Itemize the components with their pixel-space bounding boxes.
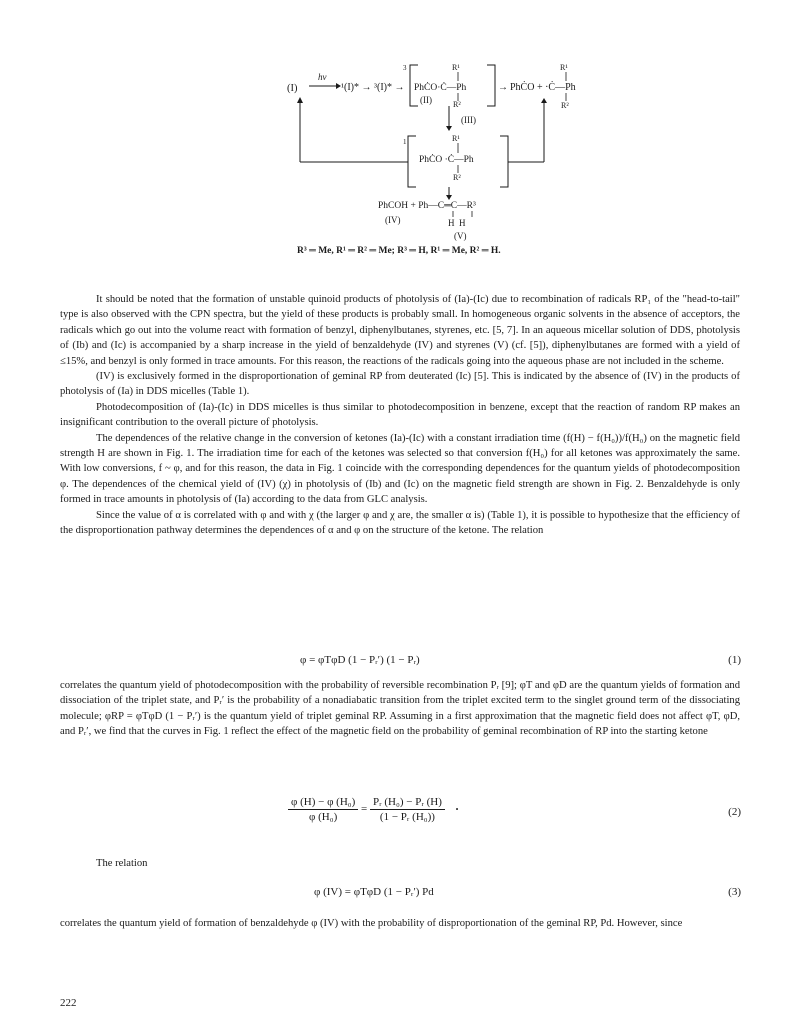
eq2-lhs-fraction	[288, 796, 358, 823]
triplet-bottom-substituent: R²	[453, 100, 461, 109]
text-block-2	[60, 678, 740, 740]
right-bottom-substituent: R²	[561, 101, 569, 110]
eq2-rhs-denominator: (1 − Pᵣ (H₀))	[379, 811, 435, 823]
label-III: (III)	[461, 115, 476, 125]
eq2-lhs-numerator: φ (H) − φ (H₀)	[288, 796, 358, 810]
paragraph-4: The dependences of the relative change in the conversion of ketones (Ia)-(Ic) with a constant irradiation time (f(H) − f(H₀))/f(H₀) on the magnetic field strength H are shown in Fig. 1. The irradiation time for each of the ketones was selected so that conversion f(H₀) for all ketones was approximately the same. With low conversions, f ~ φ, and for this reason, the data in Fig. 1 coincide with the corresponding dependences for the quantum yields of photodecomposition φ. The dependences of the chemical yield of (IV) (χ) in photolysis of (Ib) and (Ic) on the magnetic field strength are shown in Fig. 2. Benzaldehyde is only formed in trace amounts in photolysis of (Ia) according to the data from GLC analysis.	[60, 432, 740, 506]
disproportionation-arrowhead	[446, 195, 452, 200]
text-block-1	[60, 292, 740, 539]
equation-2-number: (2)	[728, 806, 741, 818]
triplet-radical-pair: PhĊO·Ċ—Ph	[414, 83, 467, 93]
scheme-arrow-right: →	[498, 82, 508, 93]
disproportionation-products: PhCOH + Ph—C═C—R³	[378, 201, 476, 211]
equation-2	[288, 796, 458, 823]
label-IV: (IV)	[385, 215, 401, 225]
text-block-4	[60, 916, 740, 931]
singlet-bracket-left	[408, 136, 416, 187]
paragraph-8: correlates the quantum yield of formation of benzaldehyde φ (IV) with the probability of disproportionation of the geminal RP, Pd. However, since	[60, 918, 683, 929]
scheme-sequence: ¹(I)* → ³(I)* →	[341, 82, 405, 93]
equation-3: φ (IV) = φTφD (1 − Pᵣ′) Pd	[314, 886, 434, 898]
paragraph-7: The relation	[96, 858, 148, 869]
paragraph-5: Since the value of α is correlated with φ and with χ (the larger φ and χ are, the smaller α is) (Table 1), it is possible to hypothesize that the efficiency of the disproportionation pathway determines the dependences of α and φ on the structure of the ketone. The relation	[60, 509, 740, 537]
text-block-3	[96, 856, 396, 871]
singlet-top-substituent: R¹	[452, 134, 460, 143]
paragraph-6: correlates the quantum yield of photodecomposition with the probability of reversible recombination Pᵣ [9]; φT and φD are the quantum yields of formation and dissociation of the triplet state, and Pᵣ′ is the probability of a nonadiabatic transition from the triplet excited term to the singlet ground term of the dissociating molecule; φRP = φTφD (1 − Pᵣ′) is the quantum yield of triplet geminal RP. Assuming in a first approximation that the magnetic field does not affect φT, φD, and Pᵣ′, we find that the curves in Fig. 1 reflect the effect of the magnetic field on the probability of geminal recombination of RP into the starting ketone	[60, 680, 740, 738]
singlet-bracket-right	[500, 136, 508, 187]
eq2-equals: =	[361, 803, 368, 816]
scheme-hv: hν	[318, 72, 327, 82]
triplet-top-substituent: R¹	[452, 63, 460, 72]
loop-arrowhead	[297, 97, 303, 103]
scheme-spin-1: 1	[403, 138, 407, 146]
singlet-bottom-substituent: R²	[453, 173, 461, 182]
paragraph-3: Photodecomposition of (Ia)-(Ic) in DDS micelles is thus similar to photodecomposition in benzene, except that the reaction of random RP makes an insignificant contribution to the overall picture of photolysis.	[60, 401, 740, 429]
equation-3-number: (3)	[728, 886, 741, 898]
eq2-rhs-fraction	[370, 796, 445, 823]
triplet-label: (II)	[420, 95, 432, 105]
scheme-legend: R³ ═ Me, R¹ ═ R² ═ Me; R³ ═ H, R¹ ═ Me, R² ═ H.	[297, 246, 501, 256]
page-number: 222	[60, 997, 77, 1009]
return-arrowhead-right	[541, 98, 547, 103]
eq2-lhs-denominator: φ (H₀)	[309, 811, 338, 823]
eq2-dot: •	[455, 805, 459, 815]
scheme-products-right: PhĊO + ·Ċ—Ph	[510, 82, 576, 93]
paragraph-2: (IV) is exclusively formed in the disproportionation of geminal RP from deuterated (Ic) [5]. This is indicated by the absence of (IV) in the products of photolysis of (Ia) in DDS micelles (Table 1).	[60, 371, 740, 398]
right-top-substituent: R¹	[560, 63, 568, 72]
triplet-bracket-right	[487, 65, 495, 106]
label-V: (V)	[454, 231, 467, 241]
paragraph-1: It should be noted that the formation of unstable quinoid products of photolysis of (Ia)-(Ic) due to recombination of radicals RP₁ of the "head-to-tail" type is also observed with the CPN spectra, but the yield of these products is probably small. In homogeneous organic solvents in the absence of acceptors, the radicals which go out into the volume react with formation of benzyl, diphenylbutanes, styrenes, etc. [5, 7]. In an aqueous micellar solution of DDS, photolysis of (Ib) and (Ic) is accompanied by a sharp increase in the yield of benzaldehyde (IV) and styrenes (V) (cf. [5]), diphenylbutanes are formed with a yield of ≤15%, and benzyl is only formed in trace amounts. For this reason, the reactions of the radicals going into the aqueous phase are not included in the scheme.	[60, 294, 740, 367]
eq2-rhs-numerator: Pᵣ (H₀) − Pᵣ (H)	[370, 796, 445, 810]
scheme-spin-3: 3	[403, 64, 407, 72]
equation-1-number: (1)	[728, 654, 741, 666]
equation-1: φ = φTφD (1 − Pᵣ′) (1 − Pᵣ)	[300, 654, 420, 666]
disp-hydrogens: H H	[448, 218, 466, 228]
reaction-scheme	[0, 0, 807, 275]
singlet-radical-pair: PhĊO ·Ċ—Ph	[419, 155, 474, 165]
triplet-to-singlet-arrowhead	[446, 126, 452, 131]
scheme-start: (I)	[287, 83, 298, 94]
